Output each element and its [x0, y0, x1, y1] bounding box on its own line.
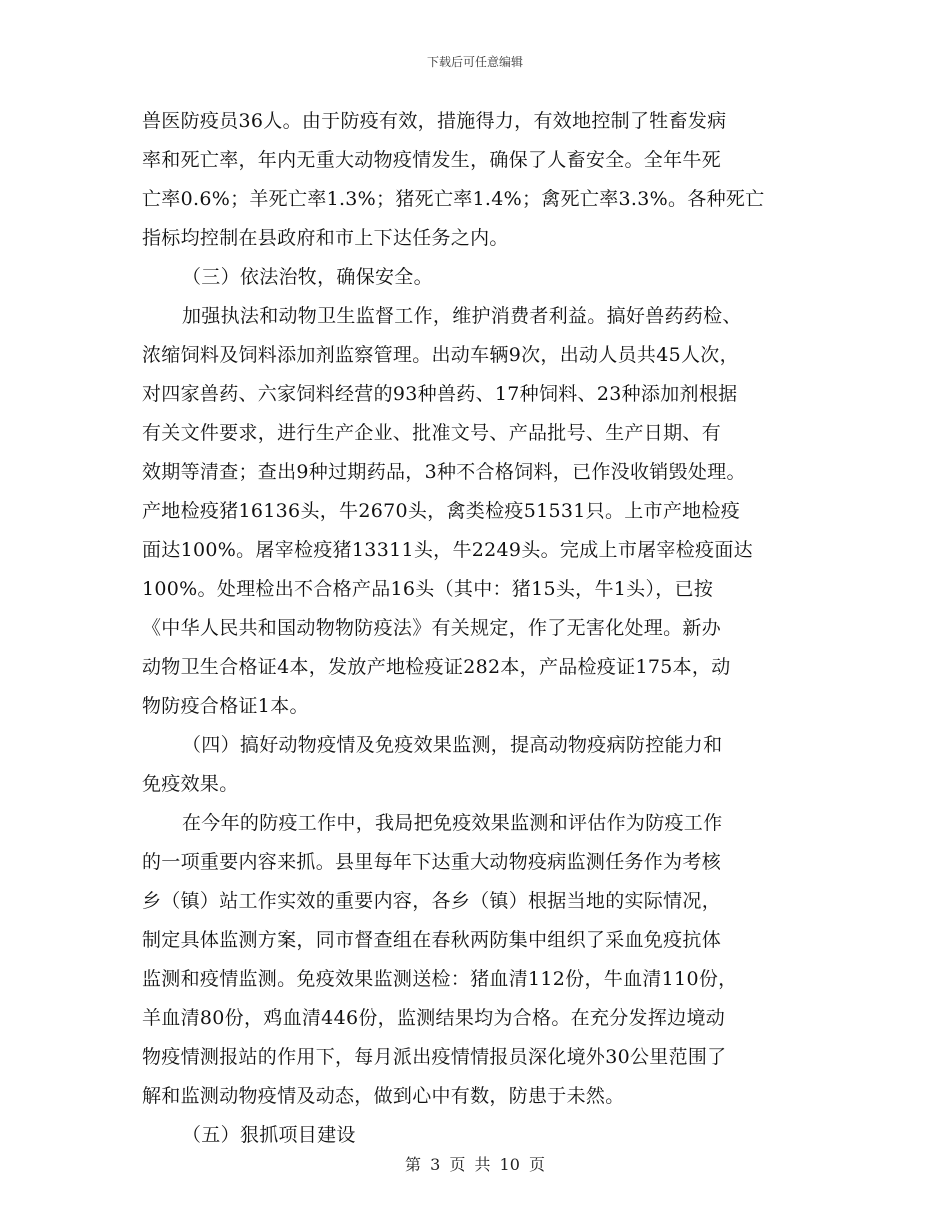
text-line: 指标均控制在县政府和市上下达任务之内。 [142, 227, 509, 249]
text-line: 对四家兽药、六家饲料经营的93种兽药、17种饲料、23种添加剂根据 [142, 383, 738, 405]
text-line: 浓缩饲料及饲料添加剂监察管理。出动车辆9次，出动人员共45人次， [142, 344, 739, 366]
text-line: 率和死亡率，年内无重大动物疫情发生，确保了人畜安全。全年牛死 [142, 149, 722, 171]
text-line: 物防疫合格证1本。 [142, 695, 309, 717]
text-line: 解和监测动物疫情及动态，做到心中有数，防患于未然。 [142, 1085, 625, 1107]
text-line: 加强执法和动物卫生监督工作，维护消费者利益。搞好兽药药检、 [182, 305, 742, 327]
text-line: （五）狠抓项目建设 [182, 1124, 356, 1146]
text-line: 兽医防疫员36人。由于防疫有效，措施得力，有效地控制了牲畜发病 [142, 110, 727, 132]
document-body [142, 102, 822, 1155]
text-line: 《中华人民共和国动物物防疫法》有关规定，作了无害化处理。新办 [142, 617, 722, 639]
text-line: 有关文件要求，进行生产企业、批准文号、产品批号、生产日期、有 [142, 422, 722, 444]
text-line: 效期等清查；查出9种过期药品，3种不合格饲料，已作没收销毁处理。 [142, 461, 746, 483]
text-line: 产地检疫猪16136头，牛2670头，禽类检疫51531只。上市产地检疫 [142, 500, 741, 522]
text-line: 亡率0.6%；羊死亡率1.3%；猪死亡率1.4%；禽死亡率3.3%。各种死亡 [142, 188, 765, 210]
text-line: 在今年的防疫工作中，我局把免疫效果监测和评估作为防疫工作 [182, 812, 723, 834]
text-line: 的一项重要内容来抓。县里每年下达重大动物疫病监测任务作为考核 [142, 851, 722, 873]
page-header: 下载后可任意编辑 [426, 55, 523, 69]
text-line: 羊血清80份，鸡血清446份，监测结果均为合格。在充分发挥边境动 [142, 1007, 726, 1029]
text-line: （四）搞好动物疫情及免疫效果监测，提高动物疫病防控能力和 [182, 734, 723, 756]
text-line: （三）依法治牧，确保安全。 [182, 266, 433, 288]
text-line: 免疫效果。 [142, 773, 239, 795]
text-line: 动物卫生合格证4本，发放产地检疫证282本，产品检疫证175本，动 [142, 656, 731, 678]
text-line: 乡（镇）站工作实效的重要内容，各乡（镇）根据当地的实际情况， [142, 890, 722, 912]
page-number: 第 3 页 共 10 页 [405, 1155, 545, 1174]
text-line: 监测和疫情监测。免疫效果监测送检：猪血清112份，牛血清110份， [142, 968, 738, 990]
text-line: 100%。处理检出不合格产品16头（其中：猪15头，牛1头），已按 [142, 578, 714, 600]
text-line: 面达100%。屠宰检疫猪13311头，牛2249头。完成上市屠宰检疫面达 [142, 539, 753, 561]
text-line: 物疫情测报站的作用下，每月派出疫情情报员深化境外30公里范围了 [142, 1046, 727, 1068]
text-line: 制定具体监测方案，同市督查组在春秋两防集中组织了采血免疫抗体 [142, 929, 722, 951]
